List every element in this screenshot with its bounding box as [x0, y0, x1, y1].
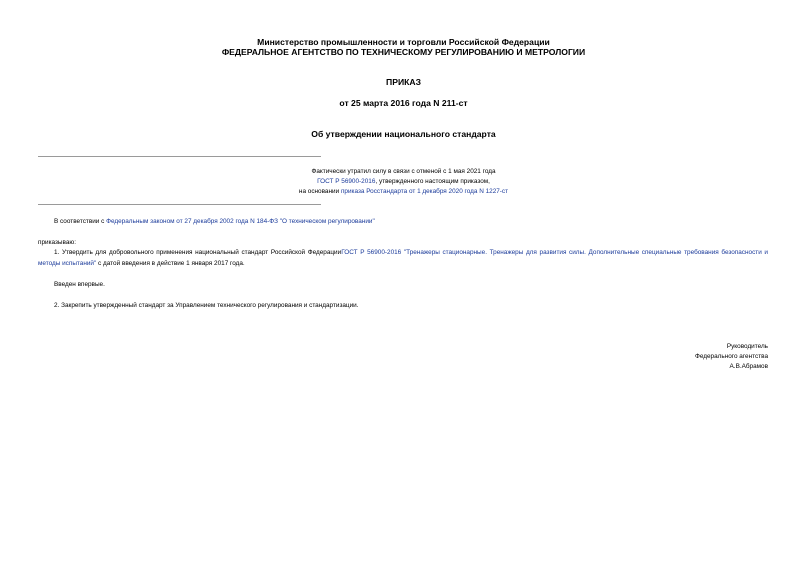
status-note-line-3: [0, 187, 807, 197]
introduced-first-note: Введен впервые.: [54, 281, 105, 288]
document-type: ПРИКАЗ: [386, 77, 421, 87]
federal-law-link[interactable]: Федеральным законом от 27 декабря 2002 года N 184-ФЗ "О техническом регулировании": [106, 218, 375, 225]
basis-paragraph: [54, 217, 375, 226]
item-1-prefix: 1. Утвердить для добровольного применения национальный стандарт Российской Федерации: [54, 249, 342, 256]
gost-standard-link[interactable]: ГОСТ Р 56900-2016 "Тренажеры стационарные. Тренажеры для развития силы. Дополнительные специальные требования безопасности и методы испытаний": [38, 249, 768, 267]
rosstandart-order-link[interactable]: приказа Росстандарта от 1 декабря 2020 года N 1227-ст: [340, 188, 509, 195]
gost-link[interactable]: ГОСТ Р 56900-2016: [317, 178, 376, 185]
signature-name: А.В.Абрамов: [729, 363, 768, 370]
order-word: приказываю:: [38, 239, 76, 246]
document-subject: Об утверждении национального стандарта: [311, 129, 496, 139]
status-note-text-2: , утвержденного настоящим приказом,: [375, 178, 490, 185]
ministry-title: Министерство промышленности и торговли Российской Федерации: [257, 37, 550, 47]
agency-title: ФЕДЕРАЛЬНОЕ АГЕНТСТВО ПО ТЕХНИЧЕСКОМУ РЕГУЛИРОВАНИЮ И МЕТРОЛОГИИ: [221, 47, 586, 57]
status-note-line-2: [0, 177, 807, 187]
status-note-line-1: [0, 167, 807, 177]
divider-top: [38, 156, 321, 157]
basis-prefix: В соответствии с: [54, 218, 107, 225]
divider-bottom: [38, 204, 321, 205]
status-note-prefix: на основании: [298, 188, 341, 195]
item-1-suffix: с датой введения в действие 1 января 2017 года.: [96, 259, 245, 267]
document-date-number: от 25 марта 2016 года N 211-ст: [339, 98, 468, 108]
signature-agency: Федерального агентства: [694, 353, 768, 360]
signature-position: Руководитель: [726, 343, 768, 350]
item-1-paragraph: [38, 248, 768, 269]
status-note-text: Фактически утратил силу в связи с отменой с 1 мая 2021 года: [311, 168, 496, 175]
item-2-paragraph: 2. Закрепить утвержденный стандарт за Управлением технического регулирования и стандартизации.: [54, 302, 359, 309]
